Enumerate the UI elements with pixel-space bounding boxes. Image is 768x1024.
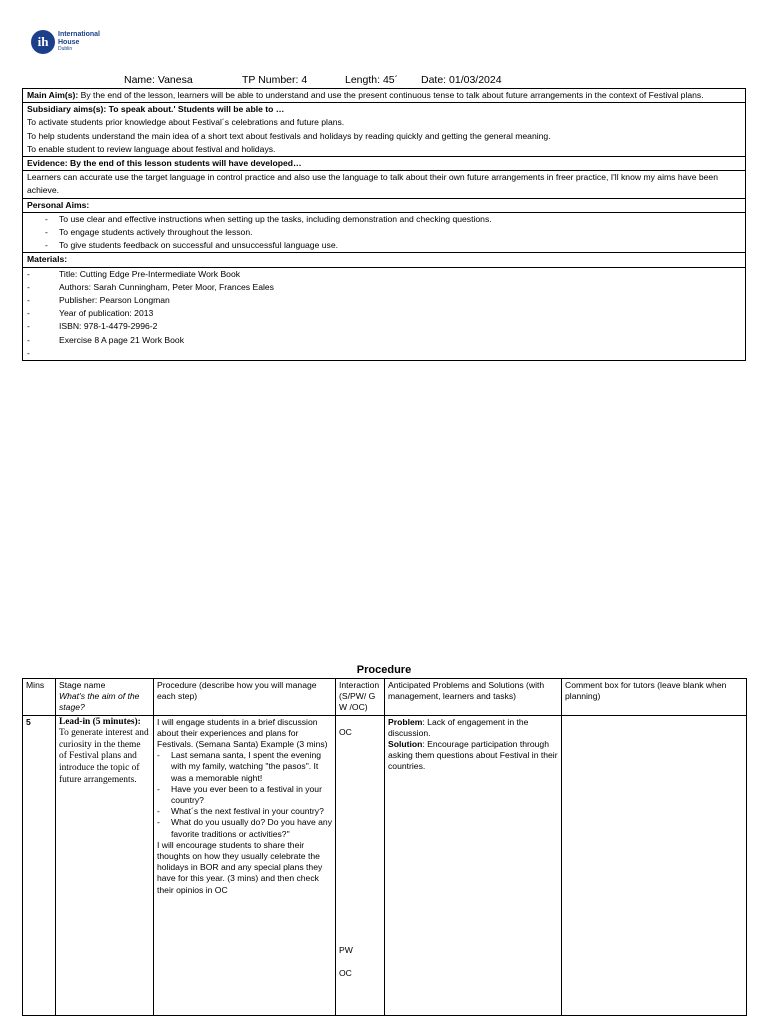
stage-header: Stage name What's the aim of the stage?	[56, 679, 154, 716]
material-item: - Authors: Sarah Cunningham, Peter Moor, Frances Eales	[27, 281, 741, 294]
row-mins: 5	[23, 715, 56, 1015]
lesson-date: Date: 01/03/2024	[421, 74, 502, 86]
main-aim-label: Main Aim(s):	[27, 90, 79, 100]
aims-table	[22, 88, 746, 361]
problems-header: Anticipated Problems and Solutions (with management, learners and tasks)	[385, 679, 562, 716]
materials-cell	[23, 267, 746, 360]
procedure-intro: I will engage students in a brief discussion about their experiences and plans for Festivals. (Semana Santa) Example (3 mins)	[157, 716, 328, 750]
personal-aims-cell	[23, 212, 746, 253]
comment-header: Comment box for tutors (leave blank when planning)	[562, 679, 747, 716]
material-item: - Year of publication: 2013	[27, 307, 741, 320]
interaction-oc: OC	[339, 726, 352, 737]
row-stage	[56, 715, 154, 1015]
procedure-table	[22, 678, 747, 1016]
procedure-outro: I will encourage students to share their thoughts on how they usually celebrate the holidays in BOR and any special plans they have for this year. (3 mins) and then check their opinios in OC	[157, 839, 323, 895]
main-aim-text: By the end of the lesson, learners will be able to understand and use the present continuous tense to talk about future arrangements in the context of Festival plans.	[80, 90, 704, 100]
materials-list	[27, 268, 741, 360]
list-item: - Last semana santa, I spent the evening with my family, watching "the pasos". It was a memorable night!	[157, 750, 332, 784]
material-item: - Exercise 8 A page 21 Work Book	[27, 334, 741, 347]
problem: Problem: Lack of engagement in the discussion.	[388, 716, 529, 738]
row-interaction	[336, 715, 385, 1015]
personal-aims-label-cell	[23, 198, 746, 212]
subsidiary-aim: To enable student to review language about festival and holidays.	[27, 143, 276, 154]
material-item: - ISBN: 978-1-4479-2996-2	[27, 320, 741, 333]
ih-logo-icon: ih	[31, 30, 55, 54]
personal-aim: - To engage students actively throughout the lesson.	[27, 226, 741, 239]
subsidiary-aim: To help students understand the main idea of a short text about festivals and holidays by reading quickly and getting the general meaning.	[27, 130, 551, 141]
subsidiary-aim: To activate students prior knowledge about Festival´s celebrations and future plans.	[27, 117, 345, 128]
procedure-title: Procedure	[356, 664, 412, 676]
subsidiary-aims-cell	[23, 103, 746, 157]
evidence-label-cell	[23, 157, 746, 171]
material-item	[27, 347, 741, 360]
procedure-list	[157, 750, 332, 840]
evidence-text: Learners can accurate use the target language in control practice and also use the language to talk about their own future arrangements in freer practice, I'll know my aims have been achieve.	[27, 172, 718, 196]
list-item: - What do you usually do? Do you have any favorite traditions or activities?"	[157, 817, 332, 839]
evidence-text-cell	[23, 171, 746, 198]
list-item: - Have you ever been to a festival in your country?	[157, 784, 332, 806]
row-procedure	[154, 715, 336, 1015]
personal-aims-list	[27, 213, 741, 253]
logo	[31, 28, 109, 62]
materials-label: Materials:	[27, 254, 68, 265]
row-problems	[385, 715, 562, 1015]
procedure-header-row	[23, 679, 747, 716]
personal-aim: - To use clear and effective instructions when setting up the tasks, including demonstration and checking questions.	[27, 213, 741, 226]
mins-header: Mins	[23, 679, 56, 716]
interaction-oc-2: OC	[339, 967, 352, 978]
stage-title: Lead-in (5 minutes):	[59, 716, 141, 727]
procedure-header: Procedure (describe how you will manage each step)	[154, 679, 336, 716]
tp-number: TP Number: 4	[242, 74, 308, 86]
main-aim-cell	[23, 89, 746, 103]
table-row	[23, 715, 747, 1015]
stage-text: To generate interest and curiosity in the theme of Festival plans and introduce the topic of future arrangements.	[59, 728, 149, 785]
subsidiary-aims-label: Subsidiary aims(s): To speak about.' Students will be able to …	[27, 104, 285, 115]
logo-text: International House Dublin	[58, 31, 101, 52]
teacher-name: Name: Vanesa	[124, 74, 193, 86]
interaction-pw: PW	[339, 944, 353, 955]
solution: Solution: Encourage participation through asking them questions about Festival in their countries.	[388, 739, 558, 772]
material-item: - Title: Cutting Edge Pre-Intermediate Work Book	[27, 268, 741, 281]
materials-label-cell	[23, 253, 746, 267]
row-comment	[562, 715, 747, 1015]
personal-aim: - To give students feedback on successful and unsuccessful language use.	[27, 239, 741, 252]
material-item: - Publisher: Pearson Longman	[27, 294, 741, 307]
interaction-header: Interaction (S/PW/ GW /OC)	[336, 679, 385, 716]
list-item: - What´s the next festival in your country?	[157, 806, 332, 817]
lesson-length: Length: 45´	[345, 74, 399, 86]
personal-aims-label: Personal Aims:	[27, 199, 90, 210]
evidence-label: Evidence: By the end of this lesson students will have developed…	[27, 158, 302, 169]
